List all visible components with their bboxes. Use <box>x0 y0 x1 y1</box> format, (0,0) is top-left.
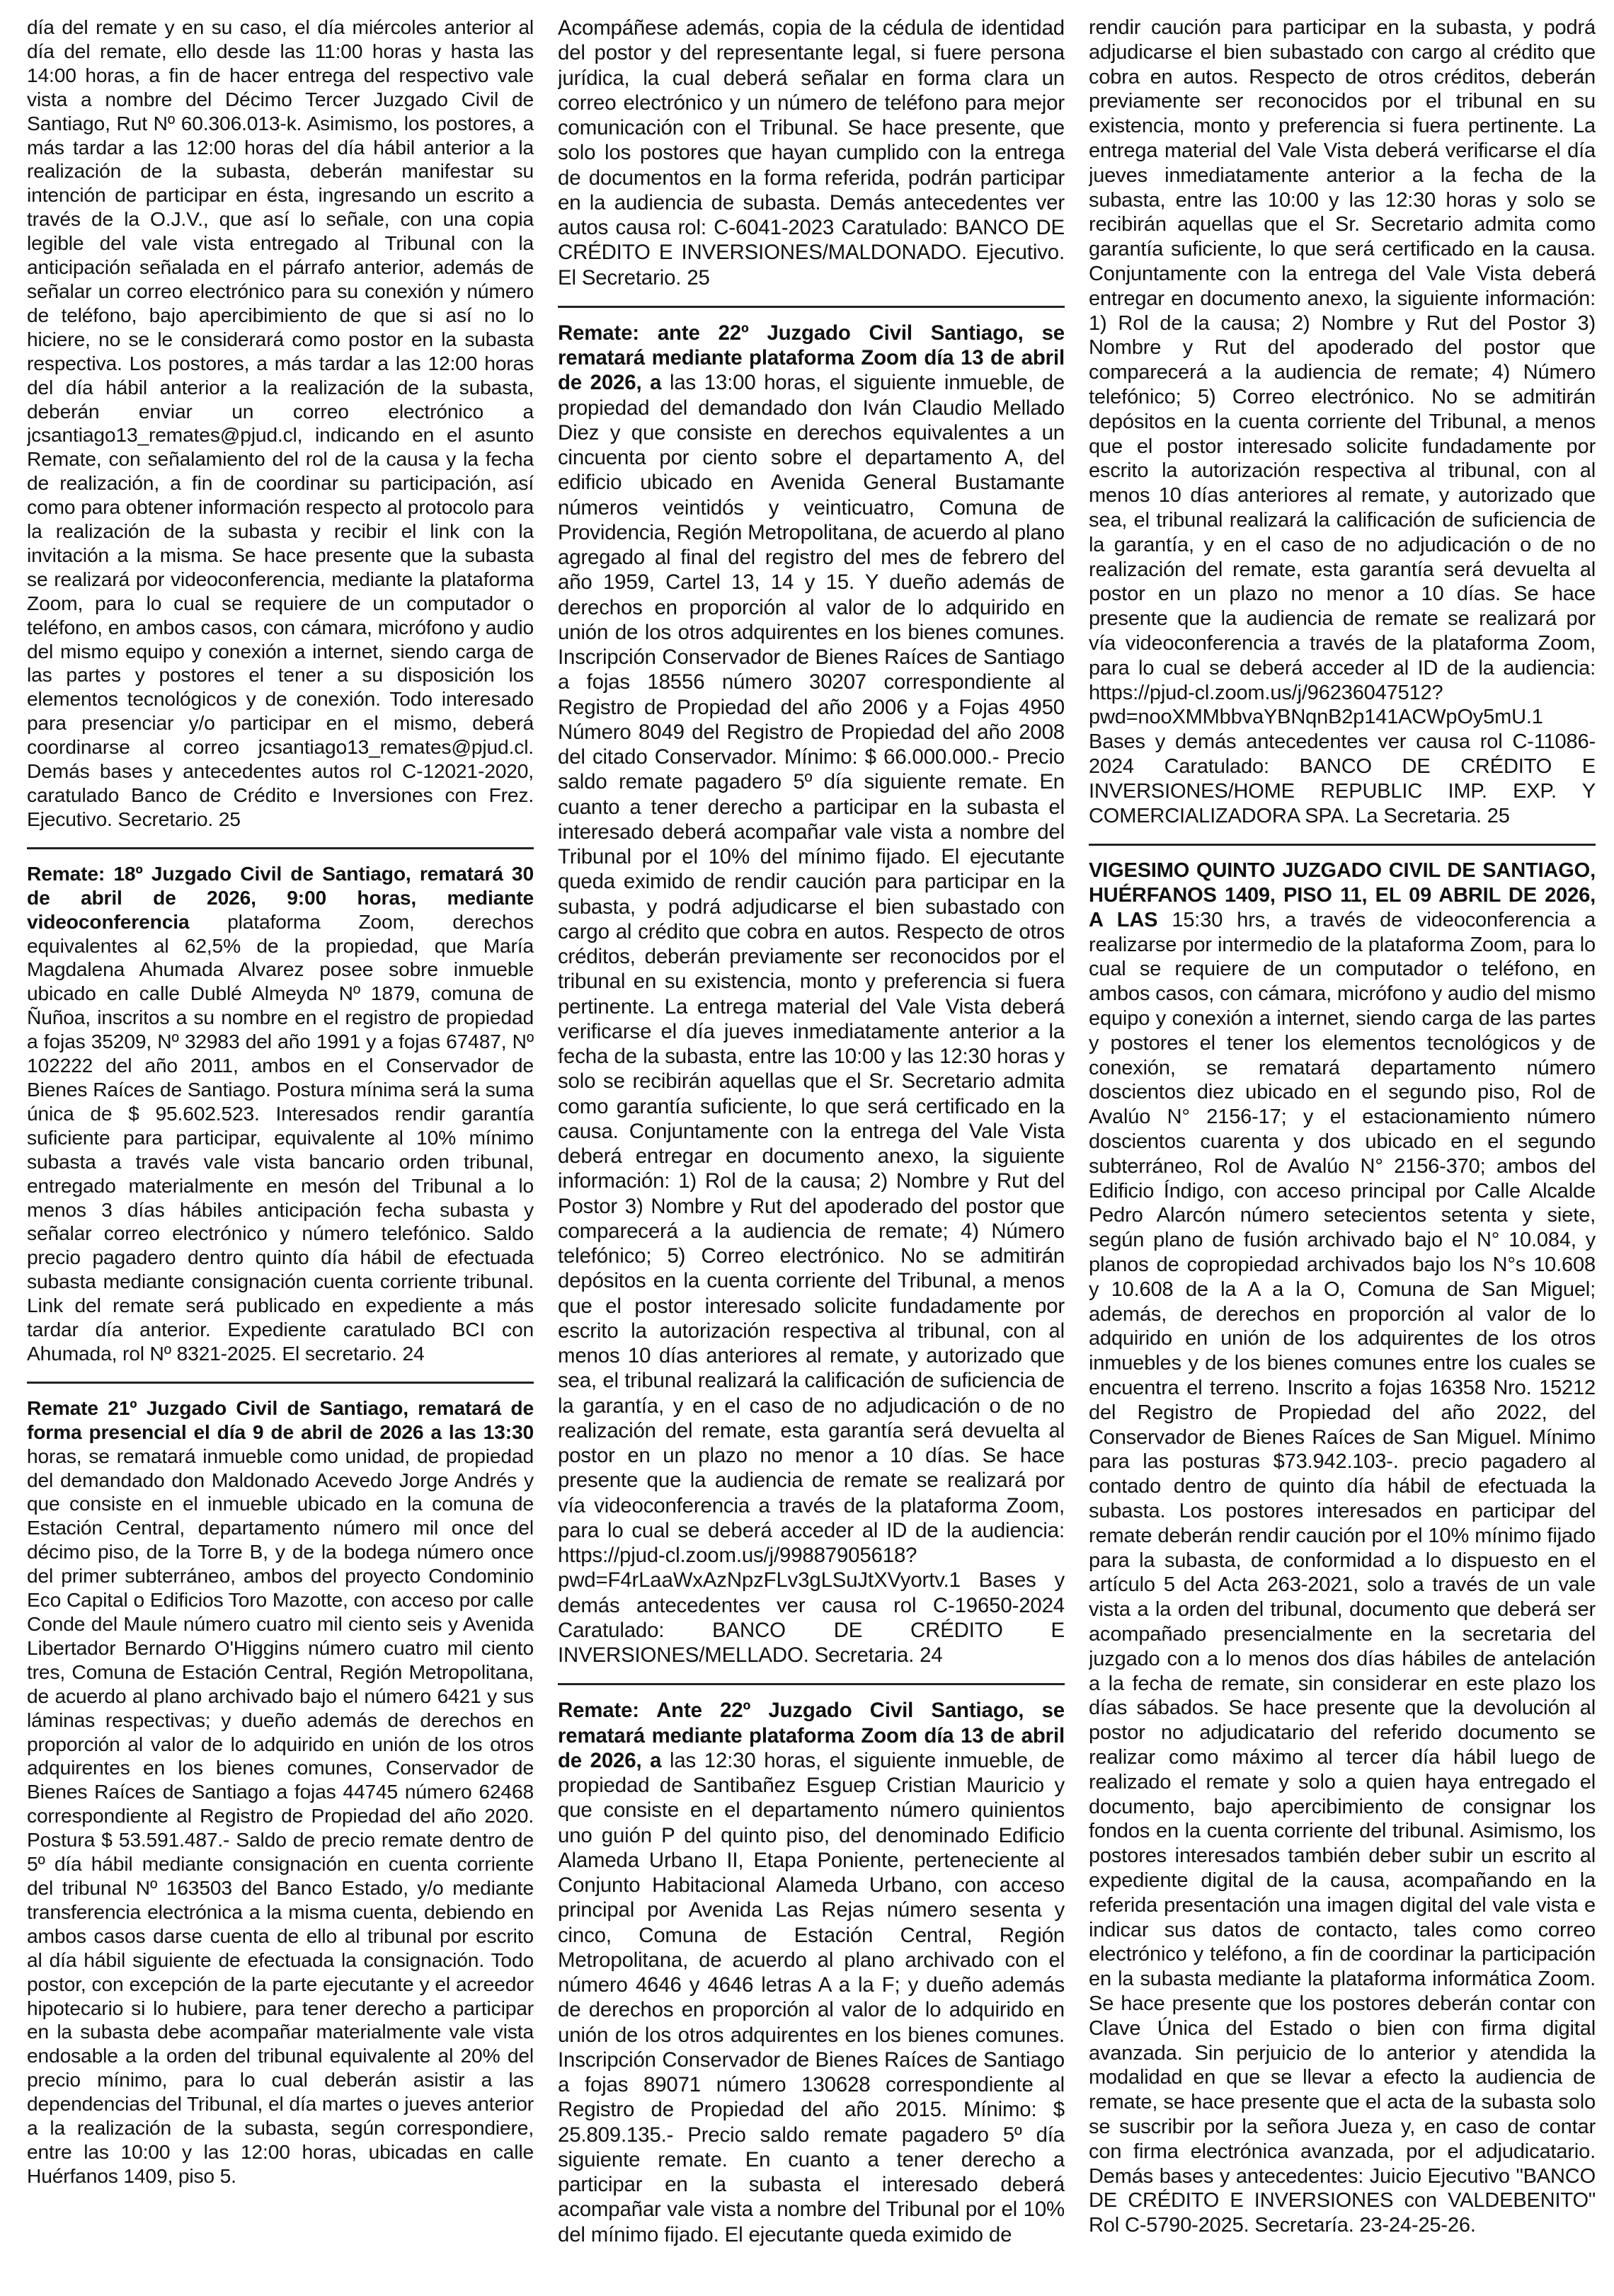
notice-body: 15:30 hrs, a través de videoconferencia a realizarse por intermedio de la plataforma Zoom, para lo cual se requiere de un computador o teléfono, en ambos casos, con cámara, micrófono y audio del mismo equipo y conexión a internet, siendo carga de las partes y postores el tener los elementos tecnológicos y de conexión, se rematará departamento número doscientos diez ubicado en el segundo piso, Rol de Avalúo N° 2156-17; y el estacionamiento número doscientos cuarenta y dos ubicado en el segundo subterráneo, Rol de Avalúo N° 2156-370; ambos del Edificio Índigo, con acceso principal por Calle Alcalde Pedro Alarcón número setecientos setenta y siete, según plano de fusión archivado bajo el N° 10.084, y planos de copropiedad archivados bajo los N°s 10.608 y 10.608 de la A a la O, Comuna de San Miguel; además, de derechos en proporción al valor de lo adquirido en unión de los adquirentes de los otros inmuebles y de los bienes comunes entre los cuales se encuentra el terreno. Inscrito a fojas 16358 Nro. 15212 del Registro de Propiedad del año 2022, del Conservador de Bienes Raíces de San Miguel. Mínimo para las posturas $73.942.103-. precio pagadero al contado dentro de quinto día hábil de efectuada la subasta. Los postores interesados en participar del remate deberán rendir caución por el 10% mínimo fijado para la subasta, de conformidad a lo dispuesto en el artículo 5 del Acta 263-2021, solo a través de un vale vista a la orden del tribunal, documento que deberá ser acompañado presencialmente en la secretaria del juzgado con a lo menos dos días hábiles de antelación a la fecha de remate, sin considerar en este plazo los días sábados. Se hace presente que la devolución al postor no adjudicatario del referido documento se realizar como máximo al tercer día hábil luego de realizado el remate y solo a quien haya entregado el documento, bajo apercibimiento de consignar los fondos en la cuenta corriente del tribunal. Asimismo, los postores interesados también deber subir un escrito al expediente digital de la causa, acompañando en la referida presentación una imagen digital del vale vista e indicar sus datos de contacto, tales como correo electrónico y teléfono, a fin de coordinar la participación en la subasta mediante la plataforma informática Zoom. Se hace presente que los postores deberán contar con Clave Única del Estado o bien con firma digital avanzada. Sin perjuicio de lo anterior y atendida la modalidad en que se llevar a efecto la audiencia de remate, se hace presente que el acta de la subasta solo se suscribir por la señora Jueza y, en caso de contar con firma electrónica avanzada, por el adjudicatario. Demás bases y antecedentes: Juicio Ejecutivo "BANCO DE CRÉDITO E INVERSIONES con VALDEBENITO" Rol C-5790-2025. Secretaría. 23-24-25-26. <box>1089 908 1596 2237</box>
notice-body: día del remate y en su caso, el día miércoles anterior al día del remate, ello desde las 11:00 horas y hasta las 14:00 horas, a fin de hacer entrega del respectivo vale vista a nombre del Décimo Tercer Juzgado Civil de Santiago, Rut Nº 60.306.013-k. Asimismo, los postores, a más tardar a las 12:00 horas del día hábil anterior a la realización de la subasta, deberán manifestar su intención de participar en ésta, ingresando un escrito a través de la O.J.V., que así lo señale, con una copia legible del vale vista entregado al Tribunal con la anticipación señalada en el párrafo anterior, además de señalar un correo electrónico para su conexión y número de teléfono, bajo apercibimiento de que si así no lo hiciere, no se le considerará como postor en la subasta respectiva. Los postores, a más tardar a las 12:00 horas del día hábil anterior a la realización de la subasta, deberán enviar un correo electrónico a jcsantiago13_remates@pjud.cl, indicando en el asunto Remate, con señalamiento del rol de la causa y la fecha de realización, a fin de coordinar su participación, así como para obtener información respecto al protocolo para la realización de la subasta y recibir el link con la invitación a la misma. Se hace presente que la subasta se realizará por videoconferencia, mediante la plataforma Zoom, para lo cual se requiere de un computador o teléfono, en ambos casos, con cámara, micrófono y audio del mismo equipo y conexión a internet, siendo carga de las partes y postores el tener a su disposición los elementos tecnológicos y de conexión. Todo interesado para presenciar y/o participar en el mismo, deberá coordinarse al correo jcsantiago13_remates@pjud.cl. Demás bases y antecedentes autos rol C-12021-2020, caratulado Banco de Crédito e Inversiones con Frez. Ejecutivo. Secretario. 25 <box>27 16 534 830</box>
column-2 <box>558 16 1065 2282</box>
notice-body: horas, se rematará inmueble como unidad, de propiedad del demandado don Maldonado Acevedo Jorge Andrés y que consiste en el inmueble ubicado en la comuna de Estación Central, departamento número mil once del décimo piso, de la Torre B, y de la bodega número once del primer subterráneo, ambos del proyecto Condominio Eco Capital o Edificios Toro Mazotte, con acceso por calle Conde del Maule número cuatro mil ciento seis y Avenida Libertador Bernardo O'Higgins número cuatro mil ciento tres, Comuna de Estación Central, Región Metropolitana, de acuerdo al plano archivado bajo el número 6421 y sus láminas respectivas; y dueño además de derechos en proporción al valor de lo adquirido en unión de los otros adquirentes en los bienes comunes, Conservador de Bienes Raíces de Santiago a fojas 44745 número 62468 correspondiente al Registro de Propiedad del año 2020. Postura $ 53.591.487.- Saldo de precio remate dentro de 5º día hábil mediante consignación en cuenta corriente del tribunal Nº 163503 del Banco Estado, y/o mediante transferencia electrónica a la misma cuenta, debiendo en ambos casos darse cuenta de ello al tribunal por escrito al día hábil siguiente de efectuada la consignación. Todo postor, con excepción de la parte ejecutante y el acreedor hipotecario si lo hubiere, para tener derecho a participar en la subasta debe acompañar materialmente vale vista endosable a la orden del tribunal equivalente al 20% del precio mínimo, para lo cual deberán asistir a las dependencias del Tribunal, el día martes o jueves anterior a la realización de la subasta, según correspondiere, entre las 10:00 y las 12:00 horas, ubicadas en calle Huérfanos 1409, piso 5. <box>27 1444 534 2187</box>
notice-text <box>27 862 534 1366</box>
notice-body: las 12:30 horas, el siguiente inmueble, de propiedad de Santibañez Esguep Cristian Mauricio y que consiste en el departamento número quinientos uno guión P del quinto piso, del denominado Edificio Alameda Urbano II, Etapa Poniente, perteneciente al Conjunto Habitacional Alameda Urbano, con acceso principal por Avenida Las Rejas número sesenta y cinco, Comuna de Estación Central, Región Metropolitana, de acuerdo al plano archivado con el número 4646 y 4646 letras A a la F; y dueño además de derechos en proporción al valor de lo adquirido en unión de los otros adquirentes en los bienes comunes. Inscripción Conservador de Bienes Raíces de Santiago a fojas 89071 número 130628 correspondiente al Registro de Propiedad del año 2015. Mínimo: $ 25.809.135.- Precio saldo remate pagadero 5º día siguiente remate. En cuanto a tener derecho a participar en la subasta el interesado deberá acompañar vale vista a nombre del Tribunal por el 10% del mínimo fijado. El ejecutante queda eximido de <box>558 1748 1065 2246</box>
notice-remate-22-juzgado-mellado <box>558 321 1065 1668</box>
notice-text <box>1089 859 1596 2238</box>
notice-heading: VIGESIMO QUINTO JUZGADO CIVIL DE SANTIAGO, HUÉRFANOS 1409, PISO 11, EL 09 ABRIL DE 2026, A LAS <box>1089 859 1596 931</box>
notice-heading: Remate 21º Juzgado Civil de Santiago, rematará de forma presencial el día 9 de abril de 2026 a las 13:30 <box>27 1396 534 1443</box>
notice-body: plataforma Zoom, derechos equivalentes al 62,5% de la propiedad, que María Magdalena Ahumada Alvarez posee sobre inmueble ubicado en calle Dublé Almeyda Nº 1879, comuna de Ñuñoa, inscritos a su nombre en el registro de propiedad a fojas 35209, Nº 32983 del año 1991 y a fojas 67487, Nº 102222 del año 2011, ambos en el Conservador de Bienes Raíces de Santiago. Postura mínima será la suma única de $ 95.602.523. Interesados rendir garantía suficiente para participar, equivalente al 10% mínimo subasta a través vale vista bancario orden tribunal, entregado materialmente en mesón del Tribunal a lo menos 3 días hábiles anticipación fecha subasta y señalar correo electrónico y número telefónico. Saldo precio pagadero dentro quinto día hábil de efectuada subasta mediante consignación cuenta corriente tribunal. Link del remate será publicado en expediente a más tardar día anterior. Expediente caratulado BCI con Ahumada, rol Nº 8321-2025. El secretario. 24 <box>27 909 534 1365</box>
notice-body: rendir caución para participar en la subasta, y podrá adjudicarse el bien subastado con cargo al crédito que cobra en autos. Respecto de otros créditos, deberán previamente ser reconocidos por el tribunal en su existencia, monto y preferencia si fuera pertinente. La entrega material del Vale Vista deberá verificarse el día jueves inmediatamente anterior a la fecha de la subasta, entre las 10:00 y las 12:30 horas y solo se recibirán aquellas que el Sr. Secretario admita como garantía suficiente, lo que será certificado en la causa. Conjuntamente con la entrega del Vale Vista deberá entregar en documento anexo, la siguiente información: 1) Rol de la causa; 2) Nombre y Rut del Postor 3) Nombre y Rut del apoderado del postor que comparecerá a la audiencia de remate; 4) Número telefónico; 5) Correo electrónico. No se admitirán depósitos en la cuenta corriente del Tribunal, a menos que el postor interesado solicite fundadamente por escrito la autorización respectiva al tribunal, con al menos 10 días anteriores al remate, y autorizado que sea, el tribunal realizará la calificación de suficiencia de la garantía, y en el caso de no adjudicación o de no realización del remate, esta garantía será devuelta al postor en un plazo no menor a 10 días. Se hace presente que la audiencia de remate se realizará por vía videoconferencia a través de la plataforma Zoom, para lo cual se deberá acceder al ID de la audiencia: https://pjud-cl.zoom.us/j/96236047512? pwd=nooXMMbbvaYBNqnB2p141ACWpOy5mU.1 Bases y demás antecedentes ver causa rol C-11086-2024 Caratulado: BANCO DE CRÉDITO E INVERSIONES/HOME REPUBLIC IMP. EXP. Y COMERCIALIZADORA SPA. La Secretaria. 25 <box>1089 16 1596 827</box>
notice-heading: Remate: ante 22º Juzgado Civil Santiago, se rematará mediante plataforma Zoom día 13 de abril de 2026, a <box>558 321 1065 395</box>
notice-body: Acompáñese además, copia de la cédula de identidad del postor y del representante legal, si fuere persona jurídica, la cual deberá señalar en forma clara un correo electrónico y un número de teléfono para mejor comunicación con el Tribunal. Se hace presente, que solo los postores que hayan cumplido con la entrega de documentos en la forma referida, podrán participar en la audiencia de subasta. Demás antecedentes ver autos causa rol: C-6041-2023 Caratulado: BANCO DE CRÉDITO E INVERSIONES/MALDONADO. Ejecutivo. El Secretario. 25 <box>558 16 1065 289</box>
notice-divider <box>27 847 534 849</box>
notice-heading: Remate: 18º Juzgado Civil de Santiago, rematará 30 de abril de 2026, 9:00 horas, mediante videoconferencia <box>27 861 534 933</box>
notice-text <box>558 1698 1065 2247</box>
notice-vigesimo-quinto-juzgado <box>1089 859 1596 2238</box>
notice-continuation <box>558 16 1065 290</box>
column-1 <box>27 16 534 2282</box>
notice-divider <box>27 1382 534 1384</box>
notice-divider <box>558 1683 1065 1685</box>
notice-remate-18-juzgado <box>27 862 534 1366</box>
notice-continuation <box>27 16 534 832</box>
notice-text <box>558 321 1065 1668</box>
notice-heading: Remate: Ante 22º Juzgado Civil Santiago, se rematará mediante plataforma Zoom día 13 de abril de 2026, a <box>558 1699 1065 1772</box>
notice-divider <box>558 306 1065 308</box>
notice-remate-22-juzgado-santibanez <box>558 1698 1065 2247</box>
notice-divider <box>1089 844 1596 846</box>
notice-text <box>27 1396 534 2188</box>
notice-remate-21-juzgado <box>27 1396 534 2188</box>
notice-body: las 13:00 horas, el siguiente inmueble, de propiedad del demandado don Iván Claudio Mellado Diez y que consiste en derechos equivalentes a un cincuenta por ciento sobre el departamento A, del edificio ubicado en Avenida General Bustamante números veintidós y veinticuatro, Comuna de Providencia, Región Metropolitana, de acuerdo al plano agregado al final del registro del mes de febrero del año 1959, Cartel 13, 14 y 15. Y dueño además de derechos en proporción al valor de lo adquirido en unión de los otros adquirentes en los bienes comunes. Inscripción Conservador de Bienes Raíces de Santiago a fojas 18556 número 30207 correspondiente al Registro de Propiedad del año 2006 y a Fojas 4950 Número 8049 del Registro de Propiedad del año 2008 del citado Conservador. Mínimo: $ 66.000.000.- Precio saldo remate pagadero 5º día siguiente remate. En cuanto a tener derecho a participar en la subasta el interesado deberá acompañar vale vista a nombre del Tribunal por el 10% del mínimo fijado. El ejecutante queda eximido de rendir caución para participar en la subasta, y podrá adjudicarse el bien subastado con cargo al crédito que cobra en autos. Respecto de otros créditos, deberán previamente ser reconocidos por el tribunal en su existencia, monto y preferencia si fuera pertinente. La entrega material del Vale Vista deberá verificarse el día jueves inmediatamente anterior a la fecha de la subasta, entre las 10:00 y las 12:30 horas y solo se recibirán aquellas que el Sr. Secretario admita como garantía suficiente, lo que será certificado en la causa. Conjuntamente con la entrega del Vale Vista deberá entregar en documento anexo, la siguiente información: 1) Rol de la causa; 2) Nombre y Rut del Postor 3) Nombre y Rut del apoderado del postor que comparecerá a la audiencia de remate; 4) Número telefónico; 5) Correo electrónico. No se admitirán depósitos en la cuenta corriente del Tribunal, a menos que el postor interesado solicite fundadamente por escrito la autorización respectiva al tribunal, con al menos 10 días anteriores al remate, y autorizado que sea, el tribunal realizará la calificación de suficiencia de la garantía, y en el caso de no adjudicación o de no realización del remate, esta garantía será devuelta al postor en un plazo no menor a 10 días. Se hace presente que la audiencia de remate se realizará por vía videoconferencia a través de la plataforma Zoom, para lo cual se deberá acceder al ID de la audiencia: https://pjud-cl.zoom.us/j/99887905618?pwd=F4rLaaWxAzNpzFLv3gLSuJtXVyortv.1 Bases y demás antecedentes ver causa rol C-19650-2024 Caratulado: BANCO DE CRÉDITO E INVERSIONES/MELLADO. Secretaria. 24 <box>558 371 1065 1667</box>
column-3 <box>1089 16 1596 2282</box>
notice-continuation <box>1089 16 1596 828</box>
